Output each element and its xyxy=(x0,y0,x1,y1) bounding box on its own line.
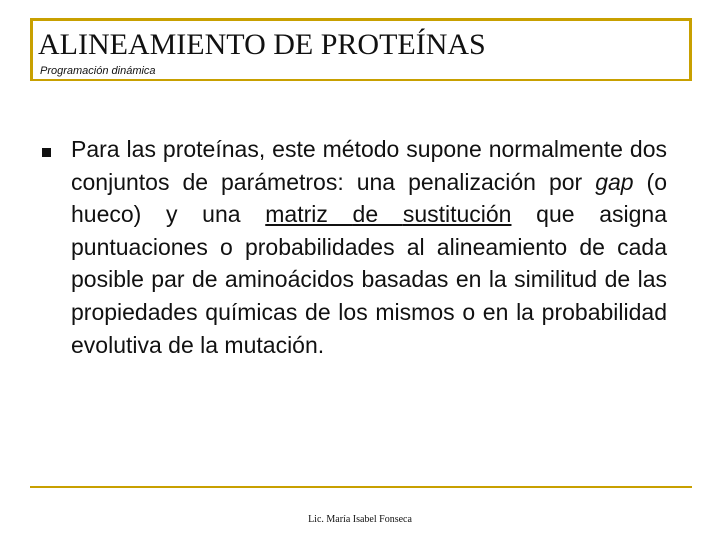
bullet-paragraph xyxy=(71,133,667,361)
title-frame-right-rule xyxy=(689,18,692,80)
slide-subtitle: Programación dinámica xyxy=(40,65,156,77)
title-frame-top-rule xyxy=(30,18,692,21)
bullet-text-before: Para las proteínas, este método supone normalmente dos conjuntos de parámetros: una penalización por xyxy=(71,136,667,195)
square-bullet-icon xyxy=(42,148,51,157)
footer-author: Lic. María Isabel Fonseca xyxy=(308,514,412,525)
title-frame-left-rule xyxy=(30,18,33,80)
slide-title: ALINEAMIENTO DE PROTEÍNAS xyxy=(38,28,486,61)
bullet-emphasis-gap: gap xyxy=(595,168,634,195)
link-de[interactable]: de xyxy=(352,201,403,228)
bullet-text-middle: (o hueco) y una xyxy=(71,168,668,228)
footer-rule xyxy=(30,486,692,488)
title-underline-rule xyxy=(30,79,692,81)
bullet-text-after: que asigna puntuaciones o probabilidades al alineamiento de cada posible par de aminoácidos basadas en la similitud de las propiedades químicas de los mismos o en la probabilidad evolutiva de la mutación. xyxy=(71,201,667,358)
link-matriz[interactable]: matriz xyxy=(265,201,353,228)
link-sustitucion[interactable]: sustitución xyxy=(402,201,512,228)
